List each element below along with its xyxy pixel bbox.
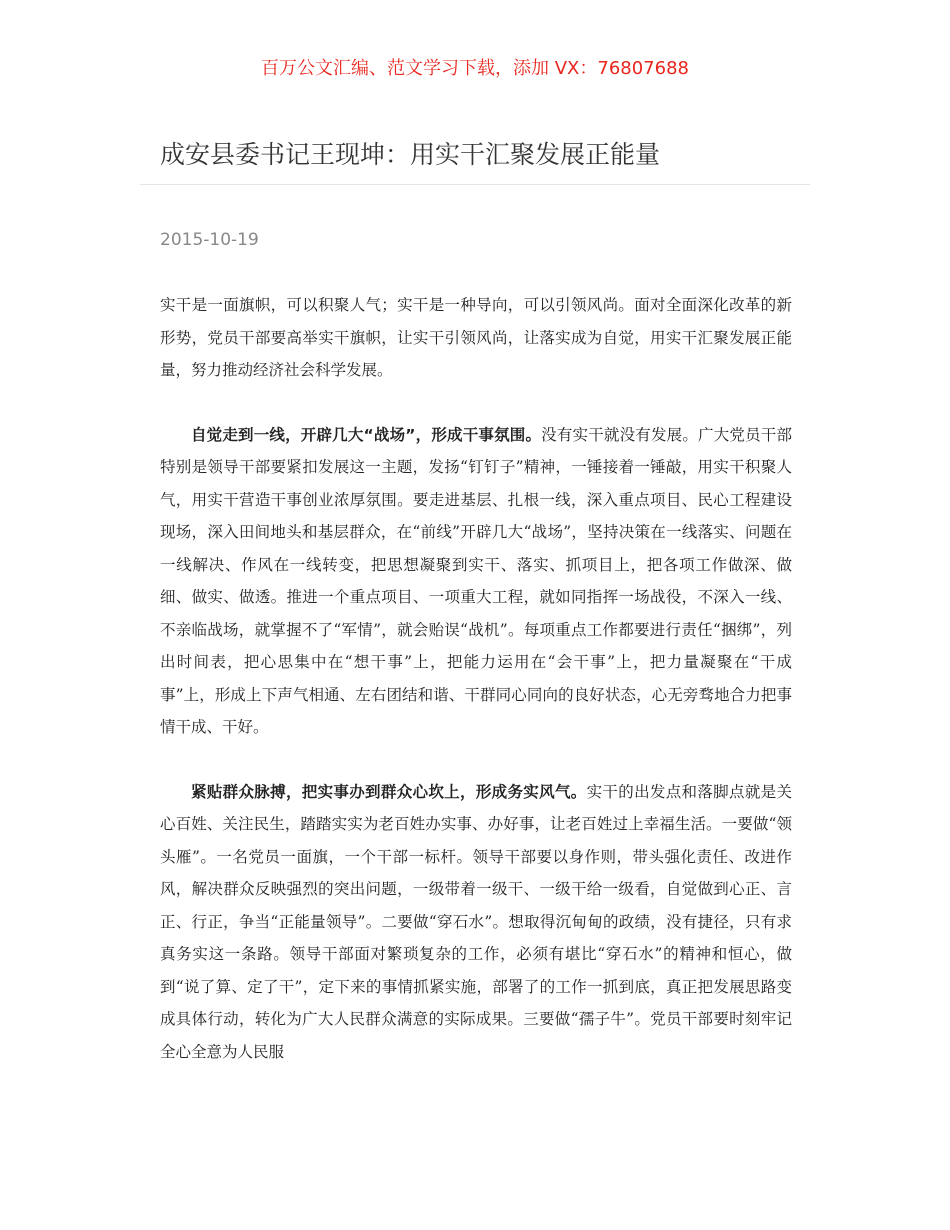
section-body-1: 没有实干就没有发展。广大党员干部特别是领导干部要紧扣发展这一主题，发扬“钉钉子”精神，一锤接着一锤敲，用实干积聚人气，用实干营造干事创业浓厚氛围。要走进基层、扎根一线，深入重点项目、民心工程建设现场，深入田间地头和基层群众，在“前线”开辟几大“战场”，坚持决策在一线落实、问题在一线解决、作风在一线转变，把思想凝聚到实干、落实、抓项目上，把各项工作做深、做细、做实、做透。推进一个重点项目、一项重大工程，就如同指挥一场战役，不深入一线、不亲临战场，就掌握不了“军情”，就会贻误“战机”。每项重点工作都要进行责任“捆绑”，列出时间表，把心思集中在“想干事”上，把能力运用在“会干事”上，把力量凝聚在“干成事”上，形成上下声气相通、左右团结和谐、干群同心同向的良好状态，心无旁骛地合力把事情干成、干好。 bbox=[160, 425, 792, 736]
title-divider bbox=[140, 184, 810, 185]
article-title: 成安县委书记王现坤：用实干汇聚发展正能量 bbox=[160, 140, 661, 169]
section-body-2: 实干的出发点和落脚点就是关心百姓、关注民生，踏踏实实为老百姓办实事、办好事，让老百姓过上幸福生活。一要做“领头雁”。一名党员一面旗，一个干部一标杆。领导干部要以身作则，带头强化责任、改进作风，解决群众反映强烈的突出问题，一级带着一级干、一级干给一级看，自觉做到心正、言正、行正，争当“正能量领导”。二要做“穿石水”。想取得沉甸甸的政绩，没有捷径，只有求真务实这一条路。领导干部面对繁琐复杂的工作，必须有堪比“穿石水”的精神和恒心，做到“说了算、定了干”，定下来的事情抓紧实施，部署了的工作一抓到底，真正把发展思路变成具体行动，转化为广大人民群众满意的实际成果。三要做“孺子牛”。党员干部要时刻牢记全心全意为人民服 bbox=[160, 782, 792, 1061]
publish-date: 2015-10-19 bbox=[160, 230, 259, 250]
section-heading-1: 自觉走到一线，开辟几大“战场”，形成干事氛围。 bbox=[191, 425, 542, 444]
section-paragraph-1 bbox=[160, 419, 792, 744]
promo-banner: 百万公文汇编、范文学习下载，添加 VX：76807688 bbox=[261, 58, 689, 79]
article-body bbox=[160, 289, 792, 1100]
section-heading-2: 紧贴群众脉搏，把实事办到群众心坎上，形成务实风气。 bbox=[191, 782, 587, 801]
intro-paragraph: 实干是一面旗帜，可以积聚人气；实干是一种导向，可以引领风尚。面对全面深化改革的新形势，党员干部要高举实干旗帜，让实干引领风尚，让落实成为自觉，用实干汇聚发展正能量，努力推动经济社会科学发展。 bbox=[160, 296, 792, 379]
section-paragraph-2 bbox=[160, 776, 792, 1069]
